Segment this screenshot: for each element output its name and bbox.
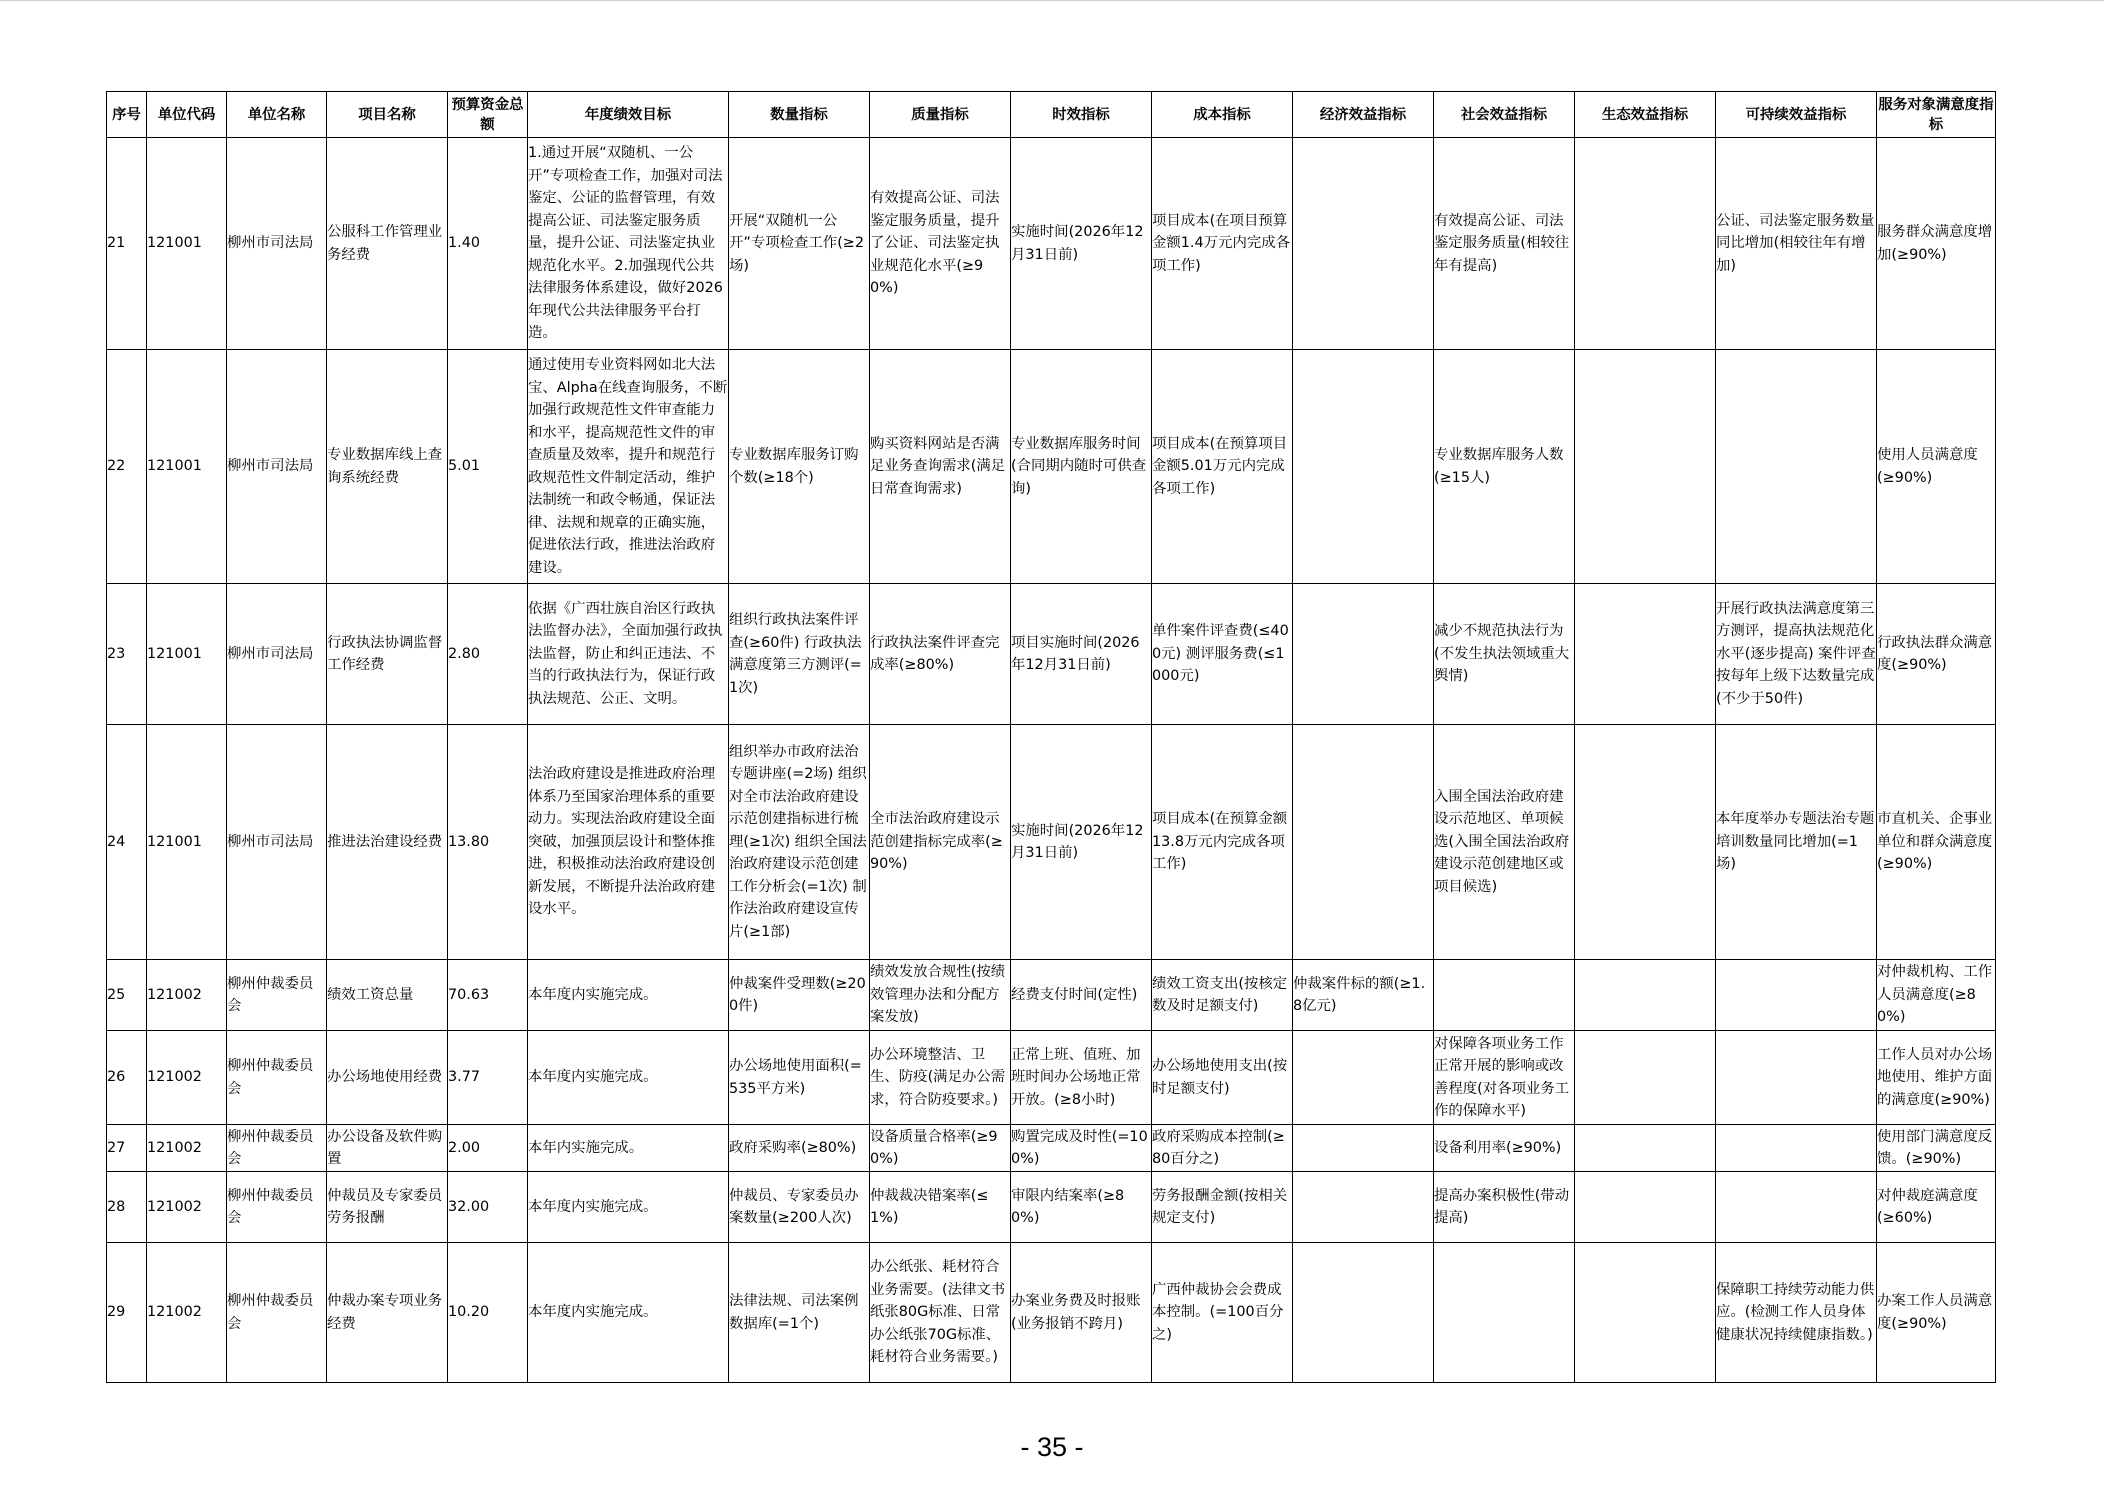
cell-social: 对保障各项业务工作正常开展的影响或改善程度(对各项业务工作的保障水平) <box>1434 1031 1575 1125</box>
cell-quality: 办公环境整洁、卫生、防疫(满足办公需求，符合防疫要求。) <box>870 1031 1011 1125</box>
cell-quantity: 政府采购率(≥80%) <box>729 1125 870 1172</box>
cell-timeliness: 项目实施时间(2026年12月31日前) <box>1011 584 1152 725</box>
cell-annual-goal: 通过使用专业资料网如北大法宝、Alpha在线查询服务，不断加强行政规范性文件审查能力和水平，提高规范性文件的审查质量及效率，提升和规范行政规范性文件制定活动，维护法制统一和政令畅通，保证法律、法规和规章的正确实施，促进依法行政，推进法治政府建设。 <box>528 350 729 584</box>
cell-quantity: 专业数据库服务订购个数(≥18个) <box>729 350 870 584</box>
cell-cost: 项目成本(在预算项目金额5.01万元内完成各项工作) <box>1152 350 1293 584</box>
cell-satisfaction: 对仲裁庭满意度(≥60%) <box>1877 1172 1996 1243</box>
cell-unit-code: 121002 <box>147 960 227 1031</box>
cell-satisfaction: 使用人员满意度(≥90%) <box>1877 350 1996 584</box>
table-header <box>107 92 1996 138</box>
cell-sustainable: 保障职工持续劳动能力供应。(检测工作人员身体健康状况持续健康指数。) <box>1716 1243 1877 1383</box>
cell-ecological <box>1575 725 1716 960</box>
table-row <box>107 350 1996 584</box>
cell-quality: 仲裁裁决错案率(≤1%) <box>870 1172 1011 1243</box>
cell-satisfaction: 行政执法群众满意度(≥90%) <box>1877 584 1996 725</box>
cell-economic <box>1293 584 1434 725</box>
cell-social: 入围全国法治政府建设示范地区、单项候选(入围全国法治政府建设示范创建地区或项目候选) <box>1434 725 1575 960</box>
cell-budget: 5.01 <box>448 350 528 584</box>
cell-project-name: 仲裁办案专项业务经费 <box>327 1243 448 1383</box>
cell-quality: 行政执法案件评查完成率(≥80%) <box>870 584 1011 725</box>
header-quality: 质量指标 <box>870 92 1011 138</box>
cell-satisfaction: 使用部门满意度反馈。(≥90%) <box>1877 1125 1996 1172</box>
header-ecological: 生态效益指标 <box>1575 92 1716 138</box>
cell-budget: 2.80 <box>448 584 528 725</box>
cell-no: 29 <box>107 1243 147 1383</box>
header-satisfaction: 服务对象满意度指标 <box>1877 92 1996 138</box>
cell-quality: 办公纸张、耗材符合业务需要。(法律文书纸张80G标准、日常办公纸张70G标准、耗材符合业务需要。) <box>870 1243 1011 1383</box>
cell-no: 25 <box>107 960 147 1031</box>
cell-unit-code: 121001 <box>147 584 227 725</box>
page-number: - 35 - <box>1020 1432 1084 1462</box>
table-row <box>107 138 1996 350</box>
table-row <box>107 960 1996 1031</box>
cell-economic <box>1293 1031 1434 1125</box>
cell-cost: 办公场地使用支出(按时足额支付) <box>1152 1031 1293 1125</box>
header-project-name: 项目名称 <box>327 92 448 138</box>
cell-unit-code: 121002 <box>147 1031 227 1125</box>
cell-unit-name: 柳州仲裁委员会 <box>227 1031 327 1125</box>
header-annual-goal: 年度绩效目标 <box>528 92 729 138</box>
cell-unit-code: 121001 <box>147 350 227 584</box>
header-social: 社会效益指标 <box>1434 92 1575 138</box>
header-cost: 成本指标 <box>1152 92 1293 138</box>
header-timeliness: 时效指标 <box>1011 92 1152 138</box>
cell-budget: 32.00 <box>448 1172 528 1243</box>
cell-budget: 3.77 <box>448 1031 528 1125</box>
cell-unit-name: 柳州市司法局 <box>227 725 327 960</box>
cell-unit-name: 柳州市司法局 <box>227 350 327 584</box>
cell-annual-goal: 本年度内实施完成。 <box>528 1172 729 1243</box>
cell-timeliness: 正常上班、值班、加班时间办公场地正常开放。(≥8小时) <box>1011 1031 1152 1125</box>
cell-project-name: 办公场地使用经费 <box>327 1031 448 1125</box>
cell-quantity: 法律法规、司法案例数据库(=1个) <box>729 1243 870 1383</box>
cell-quantity: 办公场地使用面积(=535平方米) <box>729 1031 870 1125</box>
cell-ecological <box>1575 350 1716 584</box>
cell-economic <box>1293 1125 1434 1172</box>
cell-cost: 劳务报酬金额(按相关规定支付) <box>1152 1172 1293 1243</box>
table-row <box>107 584 1996 725</box>
cell-quality: 设备质量合格率(≥90%) <box>870 1125 1011 1172</box>
cell-social <box>1434 960 1575 1031</box>
cell-ecological <box>1575 1172 1716 1243</box>
cell-economic <box>1293 350 1434 584</box>
cell-no: 27 <box>107 1125 147 1172</box>
cell-quality: 全市法治政府建设示范创建指标完成率(≥90%) <box>870 725 1011 960</box>
cell-quantity: 组织行政执法案件评查(≥60件) 行政执法满意度第三方测评(=1次) <box>729 584 870 725</box>
cell-economic <box>1293 138 1434 350</box>
cell-satisfaction: 市直机关、企事业单位和群众满意度(≥90%) <box>1877 725 1996 960</box>
header-quantity: 数量指标 <box>729 92 870 138</box>
cell-sustainable: 开展行政执法满意度第三方测评，提高执法规范化水平(逐步提高) 案件评查按每年上级下达数量完成(不少于50件) <box>1716 584 1877 725</box>
cell-no: 26 <box>107 1031 147 1125</box>
cell-sustainable <box>1716 960 1877 1031</box>
cell-ecological <box>1575 584 1716 725</box>
table-row <box>107 1243 1996 1383</box>
header-unit-name: 单位名称 <box>227 92 327 138</box>
cell-quantity: 仲裁案件受理数(≥200件) <box>729 960 870 1031</box>
cell-unit-code: 121002 <box>147 1125 227 1172</box>
cell-ecological <box>1575 960 1716 1031</box>
cell-sustainable <box>1716 1031 1877 1125</box>
header-economic: 经济效益指标 <box>1293 92 1434 138</box>
cell-project-name: 仲裁员及专家委员劳务报酬 <box>327 1172 448 1243</box>
cell-cost: 单件案件评查费(≤400元) 测评服务费(≤1000元) <box>1152 584 1293 725</box>
cell-cost: 绩效工资支出(按核定数及时足额支付) <box>1152 960 1293 1031</box>
cell-annual-goal: 法治政府建设是推进政府治理体系乃至国家治理体系的重要动力。实现法治政府建设全面突破，加强顶层设计和整体推进，积极推动法治政府建设创新发展，不断提升法治政府建设水平。 <box>528 725 729 960</box>
cell-no: 23 <box>107 584 147 725</box>
cell-social: 设备利用率(≥90%) <box>1434 1125 1575 1172</box>
cell-annual-goal: 本年度内实施完成。 <box>528 1031 729 1125</box>
cell-budget: 10.20 <box>448 1243 528 1383</box>
cell-timeliness: 专业数据库服务时间(合同期内随时可供查询) <box>1011 350 1152 584</box>
cell-project-name: 绩效工资总量 <box>327 960 448 1031</box>
cell-no: 22 <box>107 350 147 584</box>
cell-sustainable <box>1716 1125 1877 1172</box>
cell-ecological <box>1575 1031 1716 1125</box>
cell-unit-code: 121002 <box>147 1243 227 1383</box>
cell-quantity: 仲裁员、专家委员办案数量(≥200人次) <box>729 1172 870 1243</box>
header-budget: 预算资金总额 <box>448 92 528 138</box>
table-row <box>107 1125 1996 1172</box>
page-top-border <box>0 0 2104 1</box>
cell-social: 有效提高公证、司法鉴定服务质量(相较往年有提高) <box>1434 138 1575 350</box>
cell-quality: 购买资料网站是否满足业务查询需求(满足日常查询需求) <box>870 350 1011 584</box>
cell-timeliness: 经费支付时间(定性) <box>1011 960 1152 1031</box>
cell-cost: 政府采购成本控制(≥80百分之) <box>1152 1125 1293 1172</box>
cell-timeliness: 审限内结案率(≥80%) <box>1011 1172 1152 1243</box>
cell-economic <box>1293 1243 1434 1383</box>
cell-quantity: 开展“双随机一公开”专项检查工作(≥2场) <box>729 138 870 350</box>
cell-annual-goal: 依据《广西壮族自治区行政执法监督办法》，全面加强行政执法监督，防止和纠正违法、不当的行政执法行为，保证行政执法规范、公正、文明。 <box>528 584 729 725</box>
cell-unit-name: 柳州仲裁委员会 <box>227 1125 327 1172</box>
cell-economic <box>1293 1172 1434 1243</box>
cell-unit-name: 柳州仲裁委员会 <box>227 1243 327 1383</box>
table-body <box>107 138 1996 1383</box>
cell-budget: 2.00 <box>448 1125 528 1172</box>
cell-ecological <box>1575 1243 1716 1383</box>
cell-social: 专业数据库服务人数(≥15人) <box>1434 350 1575 584</box>
cell-project-name: 公服科工作管理业务经费 <box>327 138 448 350</box>
cell-budget: 13.80 <box>448 725 528 960</box>
header-unit-code: 单位代码 <box>147 92 227 138</box>
cell-economic <box>1293 725 1434 960</box>
cell-sustainable: 公证、司法鉴定服务数量同比增加(相较往年有增加) <box>1716 138 1877 350</box>
cell-annual-goal: 1.通过开展“双随机、一公开”专项检查工作，加强对司法鉴定、公证的监督管理，有效提高公证、司法鉴定服务质量，提升公证、司法鉴定执业规范化水平。2.加强现代公共法律服务体系建设，做好2026年现代公共法律服务平台打造。 <box>528 138 729 350</box>
cell-unit-name: 柳州市司法局 <box>227 138 327 350</box>
cell-project-name: 行政执法协调监督工作经费 <box>327 584 448 725</box>
cell-quantity: 组织举办市政府法治专题讲座(=2场) 组织对全市法治政府建设示范创建指标进行梳理(≥1次) 组织全国法治政府建设示范创建工作分析会(=1次) 制作法治政府建设宣传片(≥1部) <box>729 725 870 960</box>
table-row <box>107 1172 1996 1243</box>
cell-budget: 1.40 <box>448 138 528 350</box>
cell-budget: 70.63 <box>448 960 528 1031</box>
cell-project-name: 推进法治建设经费 <box>327 725 448 960</box>
cell-social: 减少不规范执法行为(不发生执法领域重大舆情) <box>1434 584 1575 725</box>
cell-project-name: 办公设备及软件购置 <box>327 1125 448 1172</box>
cell-unit-name: 柳州市司法局 <box>227 584 327 725</box>
cell-no: 24 <box>107 725 147 960</box>
cell-satisfaction: 办案工作人员满意度(≥90%) <box>1877 1243 1996 1383</box>
cell-no: 28 <box>107 1172 147 1243</box>
cell-sustainable <box>1716 350 1877 584</box>
cell-sustainable: 本年度举办专题法治专题培训数量同比增加(=1场) <box>1716 725 1877 960</box>
cell-economic: 仲裁案件标的额(≥1.8亿元) <box>1293 960 1434 1031</box>
cell-no: 21 <box>107 138 147 350</box>
cell-cost: 项目成本(在项目预算金额1.4万元内完成各项工作) <box>1152 138 1293 350</box>
cell-cost: 广西仲裁协会会费成本控制。(=100百分之) <box>1152 1243 1293 1383</box>
cell-annual-goal: 本年度内实施完成。 <box>528 960 729 1031</box>
cell-unit-name: 柳州仲裁委员会 <box>227 1172 327 1243</box>
header-no: 序号 <box>107 92 147 138</box>
cell-unit-name: 柳州仲裁委员会 <box>227 960 327 1031</box>
cell-quality: 有效提高公证、司法鉴定服务质量，提升了公证、司法鉴定执业规范化水平(≥90%) <box>870 138 1011 350</box>
cell-timeliness: 购置完成及时性(=100%) <box>1011 1125 1152 1172</box>
cell-project-name: 专业数据库线上查询系统经费 <box>327 350 448 584</box>
cell-annual-goal: 本年内实施完成。 <box>528 1125 729 1172</box>
cell-unit-code: 121001 <box>147 725 227 960</box>
header-sustainable: 可持续效益指标 <box>1716 92 1877 138</box>
cell-satisfaction: 对仲裁机构、工作人员满意度(≥80%) <box>1877 960 1996 1031</box>
cell-timeliness: 办案业务费及时报账(业务报销不跨月) <box>1011 1243 1152 1383</box>
cell-satisfaction: 服务群众满意度增加(≥90%) <box>1877 138 1996 350</box>
cell-social: 提高办案积极性(带动提高) <box>1434 1172 1575 1243</box>
header-row <box>107 92 1996 138</box>
cell-quality: 绩效发放合规性(按绩效管理办法和分配方案发放) <box>870 960 1011 1031</box>
cell-ecological <box>1575 138 1716 350</box>
performance-target-table <box>106 91 1996 1383</box>
cell-social <box>1434 1243 1575 1383</box>
cell-satisfaction: 工作人员对办公场地使用、维护方面的满意度(≥90%) <box>1877 1031 1996 1125</box>
cell-timeliness: 实施时间(2026年12月31日前) <box>1011 138 1152 350</box>
cell-unit-code: 121002 <box>147 1172 227 1243</box>
cell-sustainable <box>1716 1172 1877 1243</box>
cell-annual-goal: 本年度内实施完成。 <box>528 1243 729 1383</box>
cell-ecological <box>1575 1125 1716 1172</box>
table-row <box>107 725 1996 960</box>
cell-unit-code: 121001 <box>147 138 227 350</box>
table-row <box>107 1031 1996 1125</box>
cell-timeliness: 实施时间(2026年12月31日前) <box>1011 725 1152 960</box>
cell-cost: 项目成本(在预算金额13.8万元内完成各项工作) <box>1152 725 1293 960</box>
